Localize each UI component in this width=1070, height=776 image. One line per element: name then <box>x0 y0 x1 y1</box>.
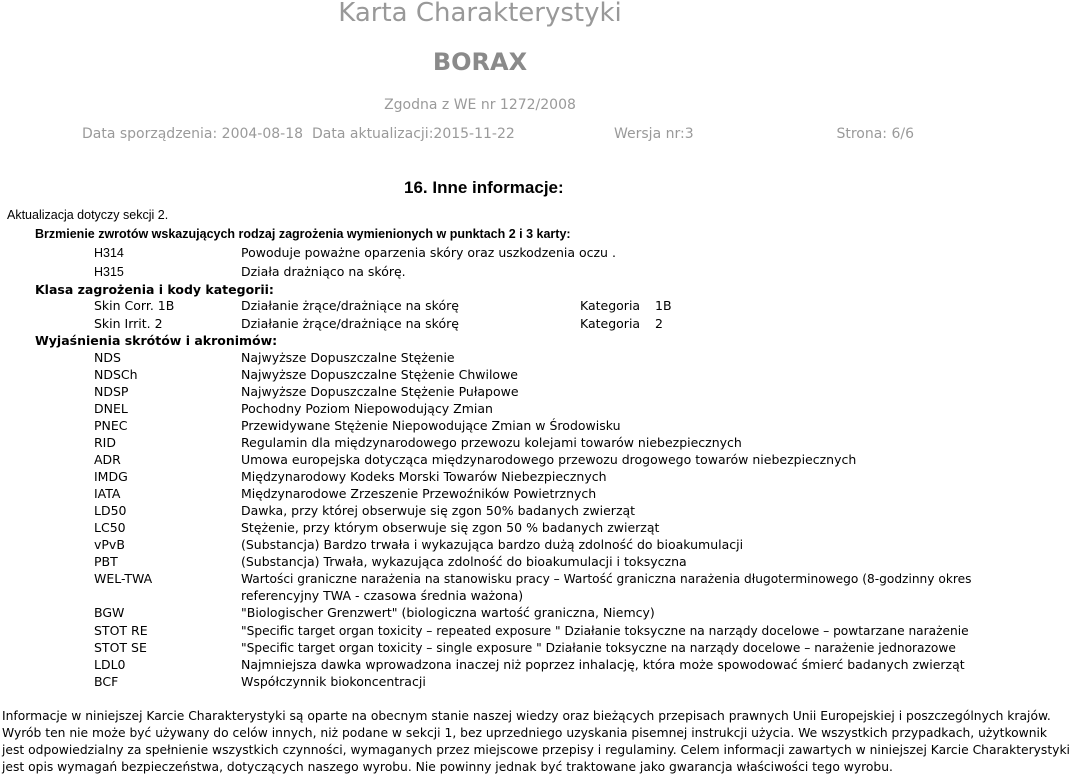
abbr-code: LDL0 <box>94 657 126 672</box>
abbr-text: (Substancja) Bardzo trwała i wykazująca bardzo dużą zdolność do bioakumulacji <box>241 537 744 552</box>
abbr-code: IATA <box>94 486 121 501</box>
abbr-text: "Biologischer Grenzwert" (biologiczna wartość graniczna, Niemcy) <box>241 605 655 620</box>
abbr-code: PNEC <box>94 418 128 433</box>
abbr-code: STOT RE <box>94 623 148 638</box>
class-code: Skin Irrit. 2 <box>94 316 163 331</box>
abbr-text: Najwyższe Dopuszczalne Stężenie Chwilowe <box>241 367 518 382</box>
class-code: Skin Corr. 1B <box>94 298 175 313</box>
class-text: Działanie żrące/drażniące na skórę <box>241 316 459 331</box>
class-heading: Klasa zagrożenia i kody kategorii: <box>35 282 274 297</box>
prepared-date: Data sporządzenia: 2004-08-18 <box>82 126 304 142</box>
abbr-text: Najwyższe Dopuszczalne Stężenie <box>241 350 455 365</box>
abbr-text: "Specific target organ toxicity – repeated exposure " Działanie toksyczne na narządy docelowe – powtarzane narażenie <box>241 624 969 638</box>
h-text: Działa drażniąco na skórę. <box>241 264 406 279</box>
abbr-text-continued: referencyjny TWA - czasowa średnia ważona) <box>241 588 524 603</box>
abbr-code: NDSCh <box>94 367 138 382</box>
footer-line: Wyrób ten nie może być używany do celów innych, niż podane w sekcji 1, bez uprzedniego uzyskania pisemnej instrukcji użycia. We wszystkich przypadkach, użytkownik <box>2 726 1048 740</box>
product-name: BORAX <box>432 48 528 76</box>
abbr-code: DNEL <box>94 401 128 416</box>
abbr-code: BGW <box>94 605 125 620</box>
h-code: H314 <box>94 246 124 260</box>
class-cat: 2 <box>655 316 663 331</box>
abbr-code: RID <box>94 435 116 450</box>
abbr-code: vPvB <box>94 537 125 552</box>
abbr-text: Wartości graniczne narażenia na stanowisku pracy – Wartość graniczna narażenia długoterminowego (8-godzinny okres <box>241 572 972 586</box>
version-number: Wersja nr:3 <box>614 126 694 142</box>
footer-line: jest odpowiedzialny za spełnienie wszystkich czynności, wymaganych przez miejscowe przepisy i regulaminy. Celem informacji zawartych w niniejszej Karcie Charakterystyki <box>2 743 1070 757</box>
abbr-code: NDS <box>94 350 121 365</box>
abbr-code: ADR <box>94 452 121 467</box>
class-cat-label: Kategoria <box>580 298 641 313</box>
abbr-code: NDSP <box>94 384 129 399</box>
abbr-text: Najwyższe Dopuszczalne Stężenie Pułapowe <box>241 384 519 399</box>
abbr-text: "Specific target organ toxicity – single exposure " Działanie toksyczne na narządy docelowe – narażenie jednorazowe <box>241 641 956 655</box>
abbr-code: IMDG <box>94 469 128 484</box>
abbr-text: Umowa europejska dotycząca międzynarodowego przewozu drogowego towarów niebezpiecznych <box>241 452 857 467</box>
abbr-heading: Wyjaśnienia skrótów i akronimów: <box>35 333 278 348</box>
class-cat: 1B <box>655 298 672 313</box>
abbr-code: WEL-TWA <box>94 571 153 586</box>
abbr-text: Dawka, przy której obserwuje się zgon 50% badanych zwierząt <box>241 503 636 518</box>
abbr-text: (Substancja) Trwała, wykazująca zdolność do bioakumulacji i toksyczna <box>241 554 687 569</box>
update-note: Aktualizacja dotyczy sekcji 2. <box>7 208 169 222</box>
page-number: Strona: 6/6 <box>836 126 914 142</box>
abbr-text: Najmniejsza dawka wprowadzona inaczej niż poprzez inhalację, która może spowodować śmierć badanych zwierząt <box>241 657 965 672</box>
footer-disclaimer <box>0 708 1070 776</box>
abbr-text: Regulamin dla międzynarodowego przewozu kolejami towarów niebezpiecznych <box>241 435 742 450</box>
abbr-code: LD50 <box>94 503 127 518</box>
abbr-text: Międzynarodowe Zrzeszenie Przewoźników Powietrznych <box>241 486 597 501</box>
class-cat-label: Kategoria <box>580 316 641 331</box>
footer-line: jest opis wymagań bezpieczeństwa, dotyczących naszego wyrobu. Nie powinny jednak być traktowane jako gwarancja właściwości tego wyrobu. <box>2 760 893 774</box>
abbr-code: PBT <box>94 554 118 569</box>
updated-date: Data aktualizacji:2015-11-22 <box>312 126 515 142</box>
h-code: H315 <box>94 265 124 279</box>
abbr-code: BCF <box>94 674 119 689</box>
h-statements-heading: Brzmienie zwrotów wskazujących rodzaj zagrożenia wymienionych w punktach 2 i 3 karty: <box>35 227 571 241</box>
abbr-text: Międzynarodowy Kodeks Morski Towarów Niebezpiecznych <box>241 469 607 484</box>
abbr-text: Stężenie, przy którym obserwuje się zgon 50 % badanych zwierząt <box>241 520 660 535</box>
abbr-code: LC50 <box>94 520 126 535</box>
abbr-text: Pochodny Poziom Niepowodujący Zmian <box>241 401 493 416</box>
document-title: Karta Charakterystyki <box>338 0 622 28</box>
footer-line: Informacje w niniejszej Karcie Charakterystyki są oparte na obecnym stanie naszej wiedzy oraz bieżących przepisach prawnych Unii Europejskiej i poszczególnych krajów. <box>2 709 1051 723</box>
regulation-note: Zgodna z WE nr 1272/2008 <box>384 97 576 113</box>
abbr-code: STOT SE <box>94 640 147 655</box>
section-title: 16. Inne informacje: <box>404 178 564 197</box>
abbr-text: Współczynnik biokoncentracji <box>241 674 426 689</box>
abbr-text: Przewidywane Stężenie Niepowodujące Zmian w Środowisku <box>241 418 621 433</box>
h-text: Powoduje poważne oparzenia skóry oraz uszkodzenia oczu . <box>241 245 616 260</box>
class-text: Działanie żrące/drażniące na skórę <box>241 298 459 313</box>
